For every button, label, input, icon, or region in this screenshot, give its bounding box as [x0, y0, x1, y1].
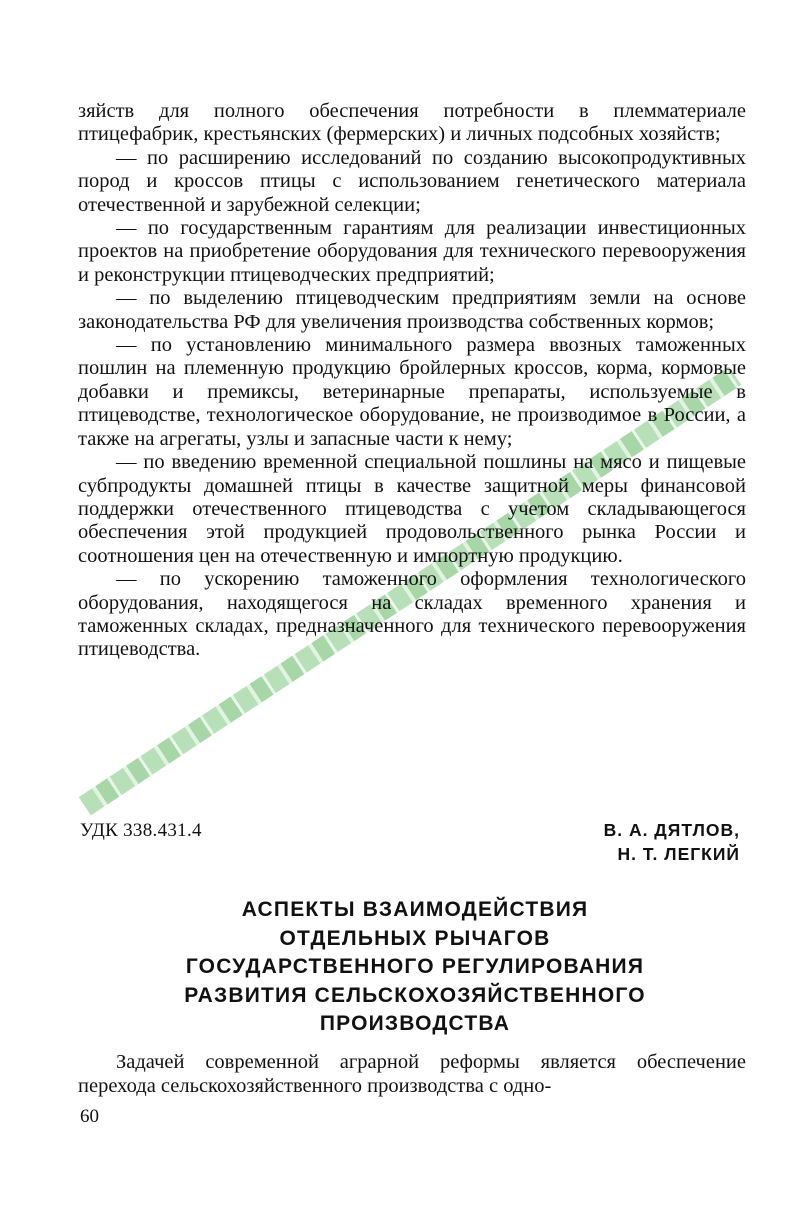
author-name: Н. Т. ЛЕГКИЙ — [617, 844, 740, 864]
body-paragraph: — по ускорению таможенного оформления технологического оборудования, находящегося на складах временного хранения и таможенных складах, предназначенного для технического перевооружения птицеводства. — [78, 568, 746, 661]
body-paragraph: — по введению временной специальной пошлины на мясо и пищевые субпродукты домашней птицы в качестве защитной меры финансовой поддержки отечественного птицеводства с учетом складывающегося обеспечения этой продукцией продовольственного рынка России и соотношения цен на отечественную и импортную продукцию. — [78, 451, 746, 567]
author-name: В. А. ДЯТЛОВ, — [603, 820, 740, 840]
udk-code: УДК 338.431.4 — [80, 820, 202, 841]
body-paragraph: — по государственным гарантиям для реализации инвестиционных проектов на приобретение оборудования для технического перевооружения и реконструкции птицеводческих предприятий; — [78, 217, 746, 286]
article-title — [80, 896, 750, 1039]
title-line: ГОСУДАРСТВЕННОГО РЕГУЛИРОВАНИЯ — [185, 955, 645, 978]
body-text — [78, 100, 746, 662]
lead-text: Задачей современной аграрной реформы является обеспечение перехода сельскохозяйственного производства с одно- — [78, 1051, 746, 1097]
title-line: АСПЕКТЫ ВЗАИМОДЕЙСТВИЯ — [241, 898, 589, 921]
title-line: РАЗВИТИЯ СЕЛЬСКОХОЗЯЙСТВЕННОГО — [184, 983, 646, 1007]
body-paragraph: — по установлению минимального размера ввозных таможенных пошлин на племенную продукцию бройлерных кроссов, корма, кормовые добавки и премиксы, ветеринарные препараты, используемые в птицеводстве, технологическое оборудование, не производимое в России, а также на агрегаты, узлы и запасные части к нему; — [78, 334, 746, 450]
body-paragraph: зяйств для полного обеспечения потребности в племматериале птицефабрик, крестьянских (фермерских) и личных подсобных хозяйств; — [78, 100, 746, 146]
authors — [604, 818, 740, 866]
title-line: ОТДЕЛЬНЫХ РЫЧАГОВ — [279, 926, 551, 950]
lead-paragraph — [78, 1050, 746, 1098]
page-number: 60 — [80, 1106, 99, 1127]
body-paragraph: — по расширению исследований по созданию высокопродуктивных пород и кроссов птицы с использованием генетического материала отечественной и зарубежной селекции; — [78, 146, 746, 216]
body-paragraph: — по выделению птицеводческим предприятиям земли на основе законодательства РФ для увеличения производства собственных кормов; — [78, 287, 746, 333]
title-line: ПРОИЗВОДСТВА — [319, 1012, 511, 1035]
